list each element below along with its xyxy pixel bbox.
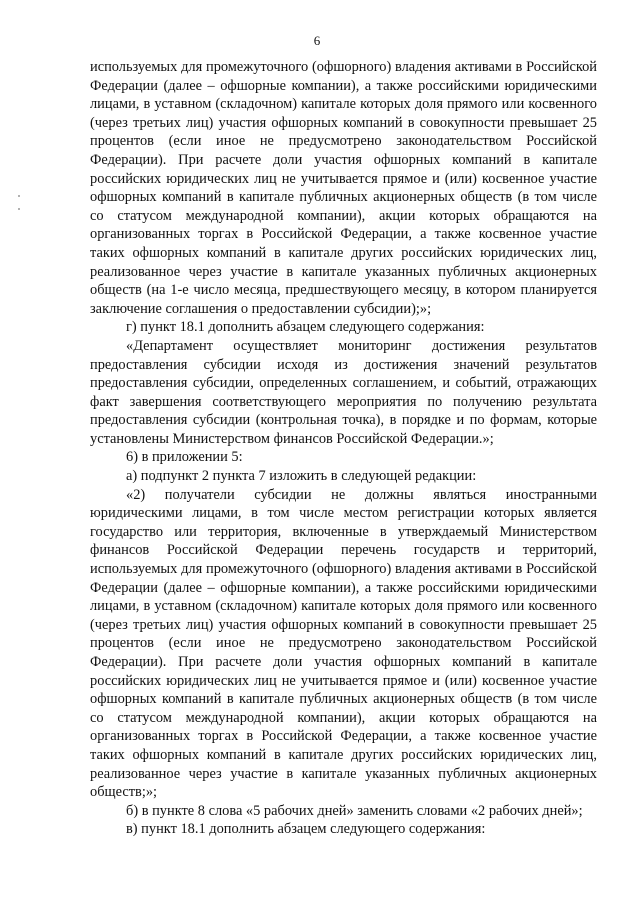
- page-number: 6: [313, 33, 321, 48]
- paragraph-monitoring-quote: «Департамент осуществляет мониторинг достижения результатов предоставления субсидии исходя из достижения значений результатов предоставления субсидии, определенных соглашением, и событий, отражающих факт завершения соответствующего мероприятия по получению результата предоставления субсидии (контрольная точка), в порядке и по формам, которые установлены Министерством финансов Российской Федерации.»;: [90, 337, 597, 447]
- paragraph-item-a: а) подпункт 2 пункта 7 изложить в следующей редакции:: [126, 468, 477, 485]
- document-body: [90, 58, 597, 839]
- scan-artifact: [18, 195, 20, 197]
- scan-artifact: [18, 208, 20, 210]
- paragraph-subsidy-recipients-quote: «2) получатели субсидии не должны являться иностранными юридическими лицами, в том числе местом регистрации которых является государство или территория, включенные в утверждаемый Министерством финансов Российской Федерации перечень государств и территорий, используемых для промежуточного (офшорного) владения активами в Российской Федерации (далее – офшорные компании), а также российскими юридическими лицами, в уставном (складочном) капитале которых доля прямого или косвенного (через третьих лиц) участия офшорных компаний в совокупности превышает 25 процентов (если иное не предусмотрено законодательством Российской Федерации). При расчете доли участия офшорных компаний в капитале российских юридических лиц не учитывается прямое и (или) косвенное участие офшорных компаний в капитале публичных акционерных обществ (в том числе со статусом международной компании), акции которых обращаются на организованных торгах в Российской Федерации, а также косвенное участие таких офшорных компаний в капитале других российских юридических лиц, реализованное через участие в капитале указанных публичных акционерных обществ;»;: [90, 486, 597, 801]
- paragraph-offshore-continuation: используемых для промежуточного (офшорного) владения активами в Российской Федерации (далее – офшорные компании), а также российскими юридическими лицами, в уставном (складочном) капитале которых доля прямого или косвенного (через третьих лиц) участия офшорных компаний в совокупности превышает 25 процентов (если иное не предусмотрено законодательством Российской Федерации). При расчете доли участия офшорных компаний в капитале российских юридических лиц не учитывается прямое и (или) косвенное участие офшорных компаний в капитале публичных акционерных обществ (в том числе со статусом международной компании), акции которых обращаются на организованных торгах в Российской Федерации, а также косвенное участие таких офшорных компаний в капитале других российских юридических лиц, реализованное через участие в капитале указанных публичных акционерных обществ (на 1-е число месяца, предшествующего месяцу, в котором планируется заключение соглашения о предоставлении субсидии);»;: [90, 59, 597, 317]
- paragraph-item-b: б) в пункте 8 слова «5 рабочих дней» заменить словами «2 рабочих дней»;: [126, 802, 583, 819]
- paragraph-item-g: г) пункт 18.1 дополнить абзацем следующего содержания:: [126, 319, 485, 336]
- paragraph-item-v: в) пункт 18.1 дополнить абзацем следующего содержания:: [126, 821, 486, 838]
- paragraph-item-6: 6) в приложении 5:: [126, 449, 243, 466]
